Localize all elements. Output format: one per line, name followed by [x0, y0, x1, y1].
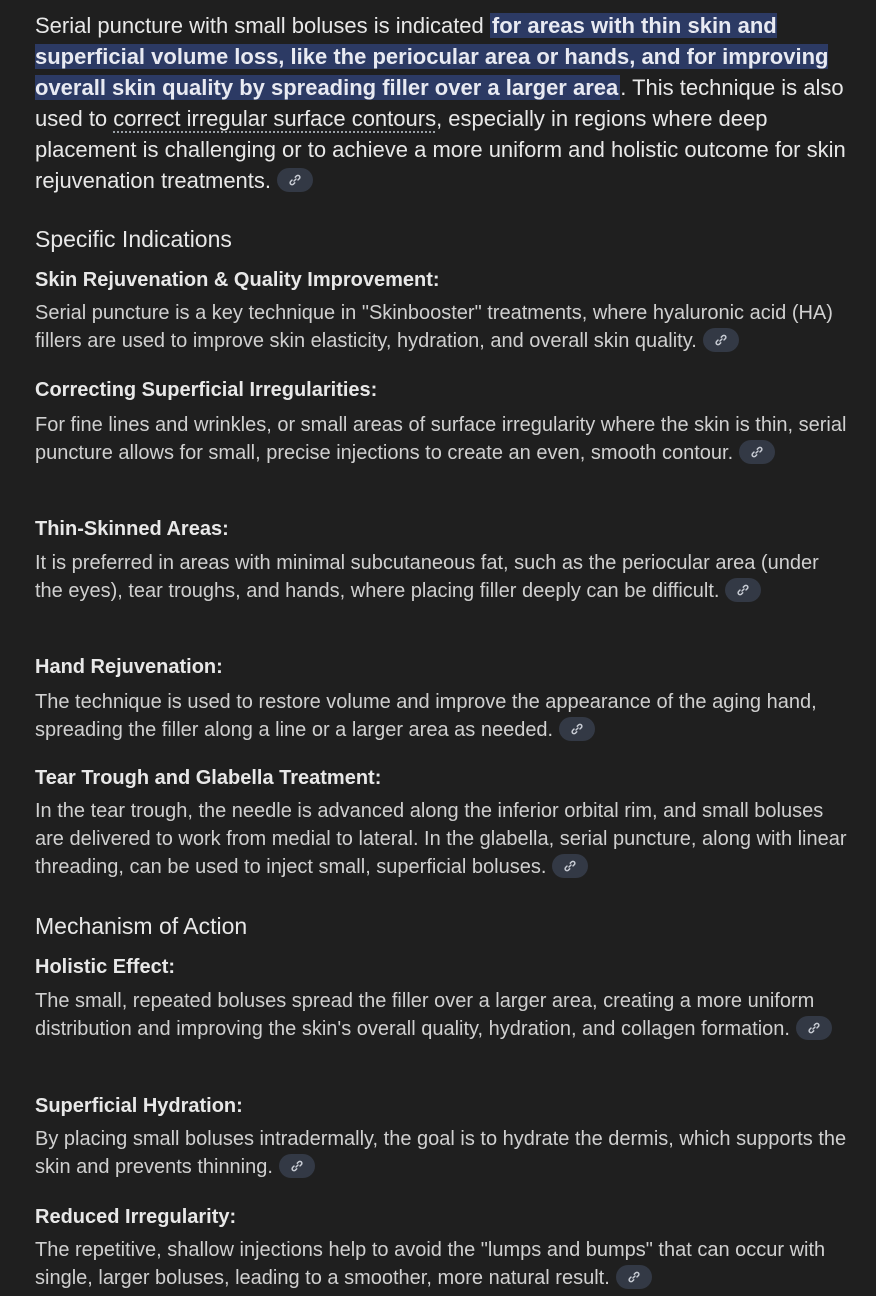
- link-icon: [571, 723, 583, 735]
- item-title: Holistic Effect:: [35, 956, 176, 978]
- link-icon: [737, 584, 749, 596]
- source-link-chip[interactable]: [796, 1016, 832, 1040]
- link-icon: [291, 1160, 303, 1172]
- item-title: Thin-Skinned Areas:: [35, 518, 229, 540]
- intro-before: Serial puncture with small boluses is indicated: [35, 13, 490, 38]
- source-link-chip[interactable]: [616, 1265, 652, 1289]
- item-title: Superficial Hydration:: [35, 1095, 243, 1117]
- link-icon: [628, 1271, 640, 1283]
- item-text: By placing small boluses intradermally, the goal is to hydrate the dermis, which supports the skin and prevents thinning.: [35, 1128, 847, 1178]
- intro-after: , especially in regions where deep placement is challenging or to achieve a more uniform and holistic outcome for skin rejuvenation treatments.: [35, 106, 846, 193]
- link-icon: [564, 860, 576, 872]
- source-link-chip[interactable]: [277, 168, 313, 192]
- item-text: It is preferred in areas with minimal subcutaneous fat, such as the periocular area (under the eyes), tear troughs, and hands, where placing filler deeply can be difficult.: [35, 552, 819, 602]
- source-link-chip[interactable]: [559, 717, 595, 741]
- source-link-chip[interactable]: [703, 328, 739, 352]
- source-link-chip[interactable]: [725, 578, 761, 602]
- definition-link[interactable]: correct irregular surface contours: [113, 106, 437, 131]
- item-title: Hand Rejuvenation:: [35, 656, 223, 678]
- link-icon: [808, 1022, 820, 1034]
- item-text: In the tear trough, the needle is advanced along the inferior orbital rim, and small boluses are delivered to work from medial to lateral. In the glabella, serial puncture, along with linear threading, can be used to inject small, superficial boluses.: [35, 800, 847, 878]
- item-title: Tear Trough and Glabella Treatment:: [35, 767, 382, 789]
- link-icon: [289, 174, 301, 186]
- intro-paragraph: [35, 10, 847, 196]
- section-heading-mechanism: Mechanism of Action: [35, 913, 248, 939]
- intro-middle: . This technique is also used to: [35, 75, 844, 131]
- link-icon: [715, 334, 727, 346]
- response-content: [35, 10, 847, 1289]
- section-heading-indications: Specific Indications: [35, 226, 232, 252]
- item-title: Skin Rejuvenation & Quality Improvement:: [35, 269, 440, 291]
- item-text: The technique is used to restore volume and improve the appearance of the aging hand, spreading the filler along a line or a larger area as needed.: [35, 691, 817, 741]
- source-link-chip[interactable]: [552, 854, 588, 878]
- source-link-chip[interactable]: [279, 1154, 315, 1178]
- source-link-chip[interactable]: [739, 440, 775, 464]
- item-title: Correcting Superficial Irregularities:: [35, 379, 378, 401]
- item-text: For fine lines and wrinkles, or small areas of surface irregularity where the skin is thin, serial puncture allows for small, precise injections to create an even, smooth contour.: [35, 414, 847, 464]
- item-text: Serial puncture is a key technique in "Skinbooster" treatments, where hyaluronic acid (HA) fillers are used to improve skin elasticity, hydration, and overall skin quality.: [35, 302, 833, 352]
- highlighted-text[interactable]: for areas with thin skin and superficial volume loss, like the periocular area or hands, and for improving overall skin quality by spreading filler over a larger area: [35, 13, 829, 100]
- link-icon: [751, 446, 763, 458]
- item-text: The small, repeated boluses spread the filler over a larger area, creating a more uniform distribution and improving the skin's overall quality, hydration, and collagen formation.: [35, 987, 847, 1043]
- item-title: Reduced Irregularity:: [35, 1206, 237, 1228]
- item-text: The repetitive, shallow injections help to avoid the "lumps and bumps" that can occur with single, larger boluses, leading to a smoother, more natural result.: [35, 1239, 826, 1289]
